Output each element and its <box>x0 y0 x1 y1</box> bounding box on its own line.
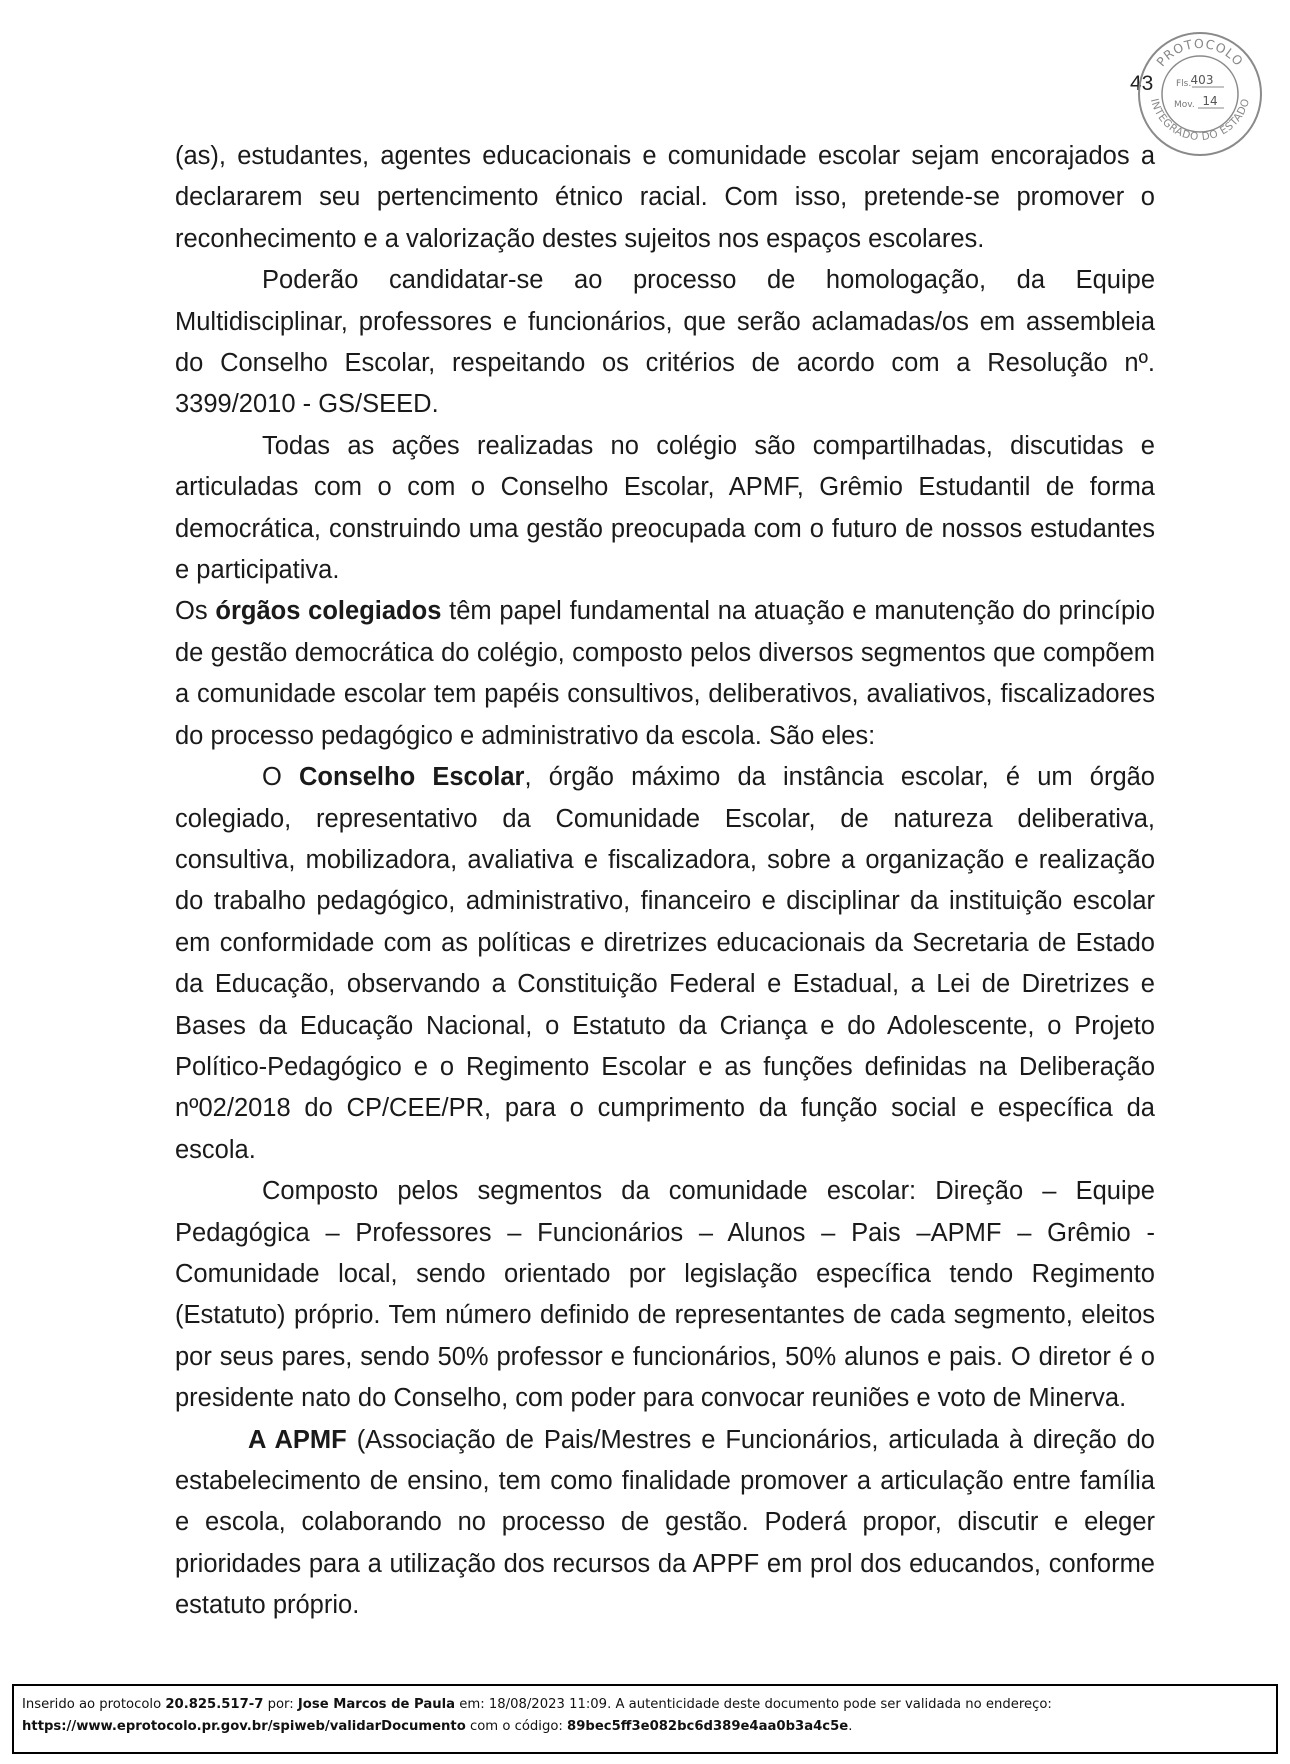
authentication-footer: Inserido ao protocolo 20.825.517-7 por: Jose Marcos de Paula em: 18/08/2023 11:09. A autenticidade deste documento pode ser validada no endereço: https://www.eprotocolo.pr.gov.br/spiweb/validarDocumento com o código: 89bec5ff3e082bc6d389e4aa0b3a4c5e. <box>12 1684 1278 1754</box>
paragraph-6: Composto pelos segmentos da comunidade escolar: Direção – Equipe Pedagógica – Professores – Funcionários – Alunos – Pais –APMF – Grêmio - Comunidade local, sendo orientado por legislação específica tendo Regimento (Estatuto) próprio. Tem número definido de representantes de cada segmento, eleitos por seus pares, sendo 50% professor e funcionários, 50% alunos e pais. O diretor é o presidente nato do Conselho, com poder para convocar reuniões e voto de Minerva. <box>175 1177 1155 1413</box>
validation-code: 89bec5ff3e082bc6d389e4aa0b3a4c5e <box>567 1719 849 1734</box>
stamp-mov-label: Mov. <box>1174 100 1195 110</box>
protocol-stamp <box>1136 30 1264 158</box>
stamp-ring-bottom: INTEGRADO DO ESTADO <box>1147 97 1253 144</box>
stamp-seal-icon <box>1136 30 1264 158</box>
term-apmf: A APMF <box>248 1425 347 1454</box>
page-number: 43 <box>1130 72 1154 95</box>
paragraph-7: A APMF (Associação de Pais/Mestres e Funcionários, articulada à direção do estabelecimento de ensino, tem como finalidade promover a articulação entre família e escola, colaborando no processo de gestão. Poderá propor, discutir e eleger prioridades para a utilização dos recursos da APPF em prol dos educandos, conforme estatuto próprio. <box>175 1425 1155 1620</box>
document-body <box>175 136 1155 1627</box>
term-conselho-escolar: Conselho Escolar <box>299 763 525 792</box>
author-name: Jose Marcos de Paula <box>297 1697 456 1712</box>
stamp-fls-label: Fls. <box>1176 79 1192 89</box>
svg-text:PROTOCOLO <box>1153 36 1246 69</box>
paragraph-1: (as), estudantes, agentes educacionais e comunidade escolar sejam encorajados a declararem seu pertencimento étnico racial. Com isso, pretende-se promover o reconhecimento e a valorização destes sujeitos nos espaços escolares. <box>175 142 1155 253</box>
stamp-mov-value: 14 <box>1202 94 1218 108</box>
stamp-fls-value: 403 <box>1190 73 1214 87</box>
paragraph-2: Poderão candidatar-se ao processo de homologação, da Equipe Multidisciplinar, professores e funcionários, que serão aclamadas/os em assembleia do Conselho Escolar, respeitando os critérios de acordo com a Resolução nº. 3399/2010 - GS/SEED. <box>175 266 1155 419</box>
paragraph-4: Os órgãos colegiados têm papel fundamental na atuação e manutenção do princípio de gestão democrática do colégio, composto pelos diversos segmentos que compõem a comunidade escolar tem papéis consultivos, deliberativos, avaliativos, fiscalizadores do processo pedagógico e administrativo da escola. São eles: <box>175 597 1156 750</box>
term-orgaos-colegiados: órgãos colegiados <box>215 597 442 626</box>
validation-url[interactable]: https://www.eprotocolo.pr.gov.br/spiweb/validarDocumento <box>22 1719 466 1734</box>
protocol-number: 20.825.517-7 <box>165 1697 264 1712</box>
paragraph-5: O Conselho Escolar, órgão máximo da instância escolar, é um órgão colegiado, representativo da Comunidade Escolar, de natureza deliberativa, consultiva, mobilizadora, avaliativa e fiscalizadora, sobre a organização e realização do trabalho pedagógico, administrativo, financeiro e disciplinar da instituição escolar em conformidade com as políticas e diretrizes educacionais da Secretaria de Estado da Educação, observando a Constituição Federal e Estadual, a Lei de Diretrizes e Bases da Educação Nacional, o Estatuto da Criança e do Adolescente, o Projeto Político-Pedagógico e o Regimento Escolar e as funções definidas na Deliberação nº02/2018 do CP/CEE/PR, para o cumprimento da função social e específica da escola. <box>175 763 1155 1164</box>
stamp-ring-top: PROTOCOLO <box>1153 35 1247 70</box>
paragraph-3: Todas as ações realizadas no colégio são compartilhadas, discutidas e articuladas com o com o Conselho Escolar, APMF, Grêmio Estudantil de forma democrática, construindo uma gestão preocupada com o futuro de nossos estudantes e participativa. <box>175 431 1155 585</box>
